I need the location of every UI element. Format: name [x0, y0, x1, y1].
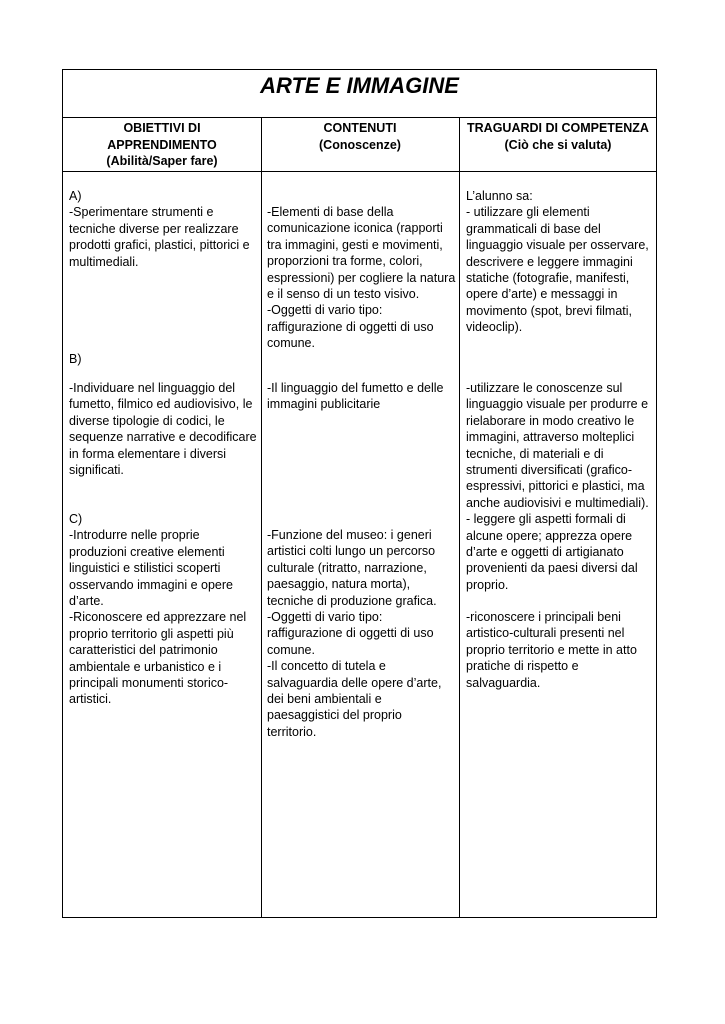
- header-row: [63, 118, 656, 172]
- text-line: salvaguardia.: [466, 675, 541, 690]
- text-line: linguaggio visuale per osservare,: [466, 238, 649, 253]
- text-line: osservando immagini e opere: [69, 577, 233, 592]
- header-objectives-line: APPRENDIMENTO: [107, 137, 217, 152]
- text-line: caratteristici del patrimonio: [69, 643, 218, 658]
- header-contents-line: (Conoscenze): [319, 137, 401, 152]
- text-line: -riconoscere i principali beni: [466, 610, 621, 624]
- text-line: tecniche diverse per realizzare: [69, 221, 239, 236]
- text-line: tra immagini, gesti e movimenti,: [267, 237, 443, 252]
- text-line: tecniche di produzione grafica.: [267, 593, 437, 608]
- header-contents-line: CONTENUTI: [323, 121, 397, 135]
- header-competences: [459, 118, 657, 153]
- text-line: principali monumenti storico-: [69, 676, 229, 691]
- competence-b: [466, 380, 649, 593]
- text-line: provenienti da paesi diversi dal: [466, 561, 638, 576]
- text-line: produzioni creative elementi: [69, 544, 225, 559]
- text-line: dei beni ambientali e: [267, 692, 382, 707]
- text-line: -Riconoscere ed apprezzare nel: [69, 610, 247, 625]
- text-line: prodotti grafici, plastici, pittorici e: [69, 238, 250, 253]
- text-line: movimento (spot, brevi filmati,: [466, 303, 633, 318]
- column-divider: [261, 118, 262, 917]
- text-line: linguaggio visuale per produrre e: [466, 397, 649, 412]
- curriculum-table: [62, 69, 657, 918]
- text-line: proprio.: [466, 577, 509, 592]
- text-line: paesaggio, natura morta),: [267, 577, 411, 592]
- objective-a: [69, 188, 250, 270]
- text-line: artistici colti lungo un percorso: [267, 544, 436, 559]
- text-line: -Funzione del museo: i generi: [267, 528, 432, 542]
- text-line: anche audiovisivi e multimediali).: [466, 495, 649, 510]
- text-line: artistici.: [69, 692, 112, 707]
- text-line: immagini publicitarie: [267, 397, 381, 412]
- content-a: [267, 204, 455, 352]
- text-line: in forma elementare i diversi: [69, 446, 227, 461]
- objective-label: C): [69, 512, 83, 526]
- text-line: espressivi, pittorici e plastici, ma: [466, 479, 645, 494]
- text-line: videoclip).: [466, 320, 523, 335]
- text-line: fumetto, filmico ed audiovisivo, le: [69, 397, 253, 412]
- text-line: e il senso di un testo visivo.: [267, 287, 420, 302]
- text-line: proporzioni tra forme, colori,: [267, 254, 423, 269]
- column-divider: [459, 118, 460, 917]
- text-line: culturale (ritratto, narrazione,: [267, 560, 427, 575]
- text-line: comune.: [267, 642, 315, 657]
- header-competences-line: (Ciò che si valuta): [504, 137, 612, 152]
- text-line: -Oggetti di vario tipo:: [267, 303, 383, 318]
- page-title: ARTE E IMMAGINE: [260, 73, 459, 98]
- objective-b: [69, 380, 257, 478]
- text-line: descrivere e leggere immagini: [466, 254, 633, 269]
- header-competences-line: TRAGUARDI DI COMPETENZA: [467, 121, 649, 135]
- content-b: [267, 380, 444, 413]
- text-line: -Elementi di base della: [267, 205, 394, 219]
- text-line: artistico-culturali presenti nel: [466, 626, 625, 641]
- text-line: pratiche di rispetto e: [466, 659, 579, 674]
- text-line: comune.: [267, 336, 315, 351]
- text-line: immagini, attraverso molteplici: [466, 430, 635, 445]
- text-line: d’arte e oggetti di artigianato: [466, 545, 624, 560]
- text-line: territorio.: [267, 724, 317, 739]
- text-line: L’alunno sa:: [466, 189, 533, 203]
- text-line: rielaborare in modo creativo le: [466, 413, 635, 428]
- text-line: salvaguardia delle opere d’arte,: [267, 675, 442, 690]
- objective-c: [69, 511, 246, 708]
- text-line: d’arte.: [69, 594, 104, 609]
- text-line: ambientale e urbanistico e i: [69, 659, 222, 674]
- text-line: espressioni) per cogliere la natura: [267, 270, 456, 285]
- title-row: [63, 70, 656, 118]
- text-line: - utilizzare gli elementi: [466, 205, 590, 220]
- text-line: grammaticali di base del: [466, 221, 601, 236]
- header-objectives: [63, 118, 261, 170]
- text-line: proprio territorio gli aspetti più: [69, 626, 234, 641]
- text-line: multimediali.: [69, 254, 139, 269]
- text-line: strumenti diversificati (grafico-: [466, 463, 633, 478]
- header-contents: [261, 118, 459, 153]
- text-line: sequenze narrative e decodificare: [69, 430, 257, 445]
- header-objectives-line: (Abilità/Saper fare): [106, 154, 218, 168]
- text-line: -Il concetto di tutela e: [267, 659, 386, 674]
- objective-label: B): [69, 352, 82, 366]
- content-c: [267, 527, 441, 740]
- text-line: -Introdurre nelle proprie: [69, 528, 200, 543]
- text-line: -Oggetti di vario tipo:: [267, 610, 383, 625]
- text-line: linguistici e stilistici scoperti: [69, 561, 221, 576]
- text-line: proprio territorio e mette in atto: [466, 642, 637, 657]
- text-line: paesaggistici del proprio: [267, 708, 402, 723]
- text-line: statiche (fotografie, manifesti,: [466, 271, 630, 286]
- objective-b-label: [69, 351, 82, 367]
- text-line: -Sperimentare strumenti e: [69, 205, 214, 220]
- text-line: alcune opere; apprezza opere: [466, 528, 633, 543]
- text-line: -Il linguaggio del fumetto e delle: [267, 381, 444, 395]
- text-line: diverse tipologie di codici, le: [69, 413, 225, 428]
- text-line: raffigurazione di oggetti di uso: [267, 626, 434, 641]
- text-line: -utilizzare le conoscenze sul: [466, 381, 623, 395]
- text-line: -Individuare nel linguaggio del: [69, 381, 236, 395]
- text-line: tecniche, di materiali e di: [466, 446, 604, 461]
- text-line: raffigurazione di oggetti di uso: [267, 319, 434, 334]
- text-line: opere d’arte) e messaggi in: [466, 287, 618, 302]
- objective-label: A): [69, 189, 82, 203]
- text-line: - leggere gli aspetti formali di: [466, 512, 626, 527]
- text-line: significati.: [69, 463, 124, 478]
- competence-a: [466, 188, 649, 336]
- header-objectives-line: OBIETTIVI DI: [123, 121, 201, 135]
- text-line: comunicazione iconica (rapporti: [267, 221, 443, 236]
- competence-c: [466, 609, 637, 691]
